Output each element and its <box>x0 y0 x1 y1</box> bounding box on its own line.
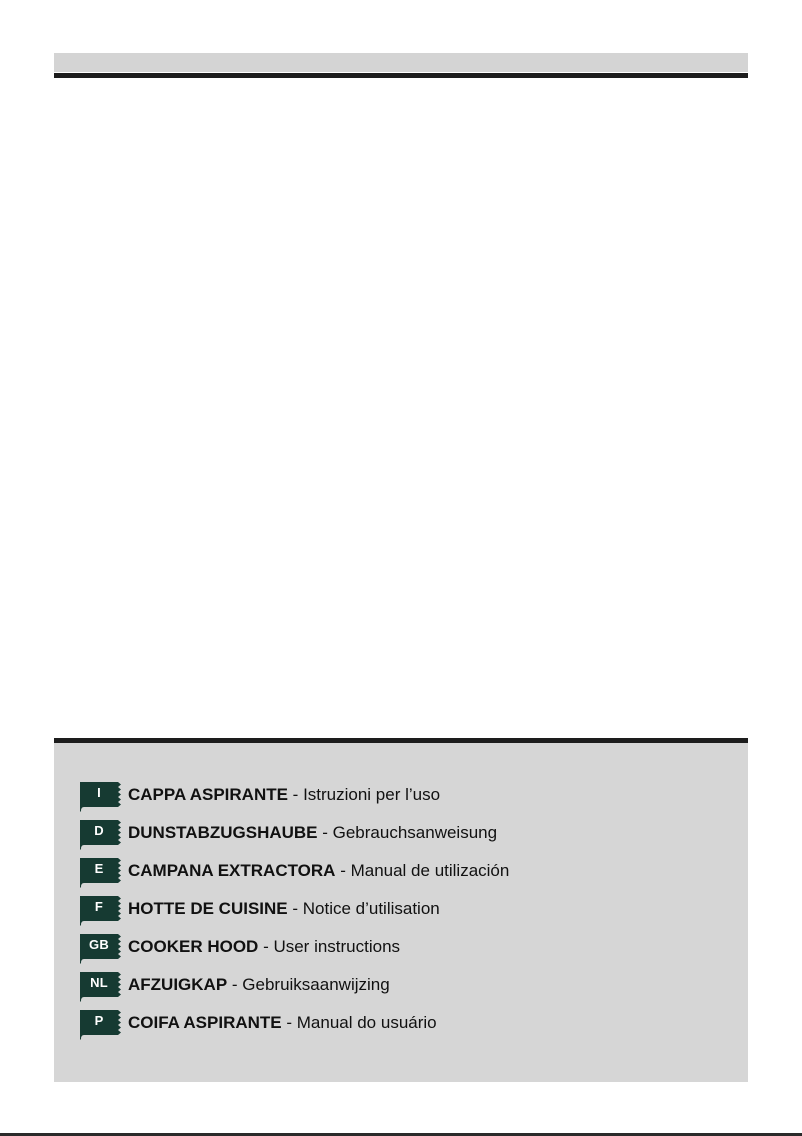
language-subtitle: Gebruiksaanwijzing <box>242 975 390 994</box>
language-title: CAPPA ASPIRANTE <box>128 785 288 804</box>
language-subtitle: Manual de utilización <box>350 861 510 880</box>
language-code: GB <box>89 937 109 952</box>
language-title: HOTTE DE CUISINE <box>128 899 288 918</box>
language-list <box>80 776 509 1042</box>
language-separator: - <box>258 937 274 956</box>
language-label <box>128 861 509 881</box>
language-flag-icon <box>80 820 113 846</box>
language-flag-icon <box>80 896 113 922</box>
header-rule <box>54 73 748 78</box>
language-flag-icon <box>80 1010 113 1036</box>
language-item-gb <box>80 928 509 966</box>
language-code: P <box>94 1013 104 1028</box>
language-title: CAMPANA EXTRACTORA <box>128 861 336 880</box>
language-item-e <box>80 852 509 890</box>
language-item-p <box>80 1004 509 1042</box>
language-subtitle: Manual do usuário <box>296 1013 437 1032</box>
language-label <box>128 975 390 995</box>
language-label <box>128 899 440 919</box>
language-code: D <box>94 823 104 838</box>
language-label <box>128 823 497 843</box>
language-code: F <box>94 899 104 914</box>
language-flag-icon <box>80 934 113 960</box>
language-separator: - <box>281 1013 297 1032</box>
language-subtitle: Gebrauchsanweisung <box>332 823 498 842</box>
language-item-i <box>80 776 509 814</box>
language-label <box>128 1013 437 1033</box>
language-flag-icon <box>80 858 113 884</box>
language-code: I <box>97 785 101 800</box>
language-separator: - <box>287 899 303 918</box>
language-separator: - <box>287 785 304 804</box>
language-title: AFZUIGKAP <box>128 975 228 994</box>
language-item-nl <box>80 966 509 1004</box>
header-band <box>54 53 748 72</box>
language-separator: - <box>335 861 351 880</box>
language-item-f <box>80 890 509 928</box>
language-separator: - <box>227 975 243 994</box>
language-panel-rule <box>54 738 748 743</box>
language-title: DUNSTABZUGSHAUBE <box>128 823 318 842</box>
language-label <box>128 785 440 805</box>
language-title: COIFA ASPIRANTE <box>128 1013 282 1032</box>
language-code: E <box>94 861 104 876</box>
language-item-d <box>80 814 509 852</box>
language-subtitle: User instructions <box>273 937 401 956</box>
language-code: NL <box>90 975 108 990</box>
language-subtitle: Notice d’utilisation <box>302 899 440 918</box>
language-label <box>128 937 400 957</box>
language-subtitle: Istruzioni per l’uso <box>303 785 441 804</box>
language-flag-icon <box>80 972 113 998</box>
language-separator: - <box>317 823 333 842</box>
language-title: COOKER HOOD <box>128 937 259 956</box>
language-flag-icon <box>80 782 113 808</box>
